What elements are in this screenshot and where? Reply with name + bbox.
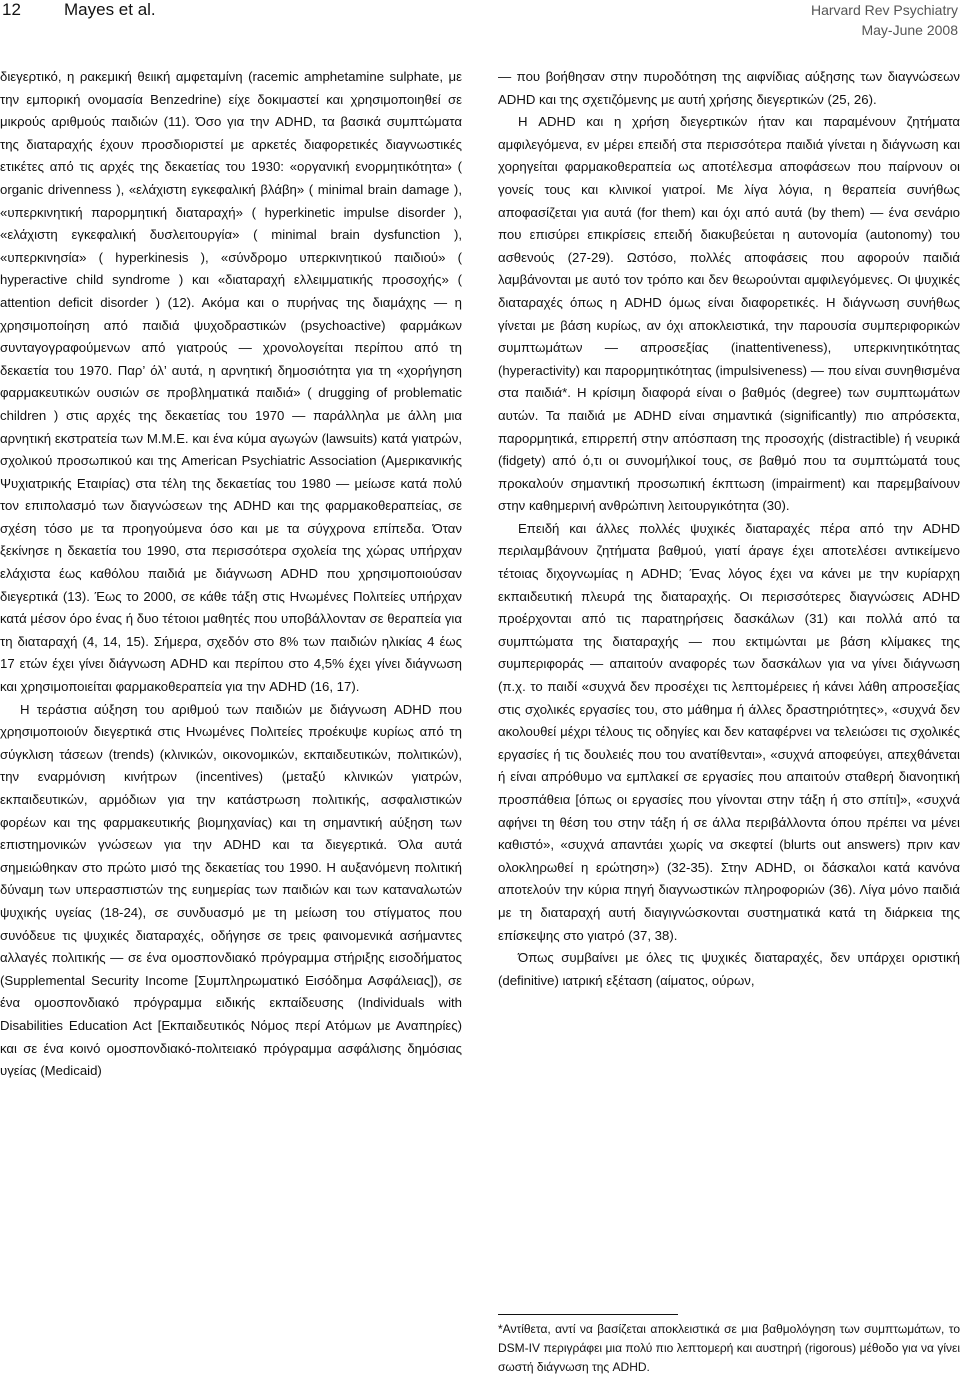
footnote: *Αντίθετα, αντί να βασίζεται αποκλειστικά σε μια βαθμολόγηση των συμπτωμάτων, το DSM-IV περιγράφει μια πολύ πιο λεπτομερή και αυστηρή (rigorous) μέθοδο για να γίνει σωστή διάγνωση της ADHD. bbox=[498, 1322, 960, 1374]
running-author: Mayes et al. bbox=[64, 0, 156, 19]
paragraph: Όπως συμβαίνει με όλες τις ψυχικές διαταραχές, δεν υπάρχει οριστική (definitive) ιατρική εξέταση (αίματος, ούρων, bbox=[498, 950, 960, 988]
paragraph: Η τεράστια αύξηση του αριθμού των παιδιών με διάγνωση ADHD που χρησιμοποιούν διεγερτικά στις Ηνωμένες Πολιτείες προέκυψε κυρίως από τη σύγκλιση τάσεων (trends) (κλινικών, οικονομικών, εκπαιδευτικών, πολιτικών), την εναρμόνιση κινήτρων (incentives) (μεταξύ κλινικών γιατρών, εκπαιδευτικών, αρμόδιων για την κατάστρωση πολιτικής, ασφαλιστικών φορέων και της φαρμακευτικής βιομηχανίας) και τη σημαντική αύξηση των επιστημονικών γνώσεων για την ADHD και τα διεγερτικά. Όλα αυτά σημειώθηκαν στο πρώτο μισό της δεκαετίας του 1990. Η αυξανόμενη πολιτική δύναμη των υπερασπιστών της ευημερίας των παιδιών και των καταναλωτών ψυχικής υγείας (18-24), σε συνδυασμό με τη μείωση του στίγματος που συνόδευε τις ψυχικές διαταραχές, οδήγησε σε τρεις φαινομενικά ασήμαντες αλλαγές πολιτικής — σε ένα ομοσπονδιακό πρόγραμμα στήριξης εισοδήματος (Supplemental Security Income [Συμπληρωματικό Εισόδημα Ασφάλειας]), σε ένα ομοσπονδιακό πρόγραμμα ειδικής εκπαίδευσης (Individuals with Disabilities Education Act [Εκπαιδευτικός Νόμος περί Ατόμων με Αναπηρίες) και σε ένα κοινό ομοσπονδιακό-πολιτειακό πρόγραμμα ασφάλισης δημόσιας υγείας (Medicaid) bbox=[0, 701, 462, 1079]
left-column bbox=[0, 66, 462, 1083]
paragraph: Επειδή και άλλες πολλές ψυχικές διαταραχές πέρα από την ADHD περιλαμβάνουν ζητήματα βαθμού, γιατί άραγε έχει αποτελέσει αντικείμενο τέτοιας διχογνωμίας η ADHD; Ένας λόγος έχει να κάνει με την κυρίαρχη εκπαιδευτική πλευρά της διαταραχής. Οι περισσότερες διαγνώσεις ADHD προέρχονται από τις παρατηρήσεις δασκάλων (31) και πολλά από τα συμπτώματα της διαταραχής — που εκτιμώνται με βάση κλίμακες της συμπεριφοράς — απαιτούν αναφορές των δασκάλων για να γίνει διάγνωση (π.χ. το παιδί «συχνά δεν προσέχει τις λεπτομέρειες ή κάνει λάθη απροσεξίας στις σχολικές εργασίες του, στο μάθημα ή άλλες δραστηριότητες», «συχνά δεν ακολουθεί μέχρι τέλους τις οδηγίες και δεν καταφέρνει να τελειώσει τις σχολικές εργασίες ή τις δουλειές που του ανατίθενται», «συχνά αποφεύγει, απεχθάνεται ή είναι απρόθυμο να εμπλακεί σε εργασίες που απαιτούν σταθερή διανοητική προσπάθεια [όπως οι εργασίες που γίνονται στην τάξη ή στο σπίτι]», «συχνά αφήνει τη θέση του στην τάξη ή σε άλλα περιβάλλοντα όπου πρέπει να μένει καθιστό», «συχνά απαντάει χωρίς να σκεφτεί (blurts out answers) πριν καν ολοκληρωθεί η ερώτηση») (32-35). Στην ADHD, οι δάσκαλοι κατά κανόνα αποτελούν την κύρια πηγή διαγνωστικών πληροφοριών (36). Λίγα μόνο παιδιά με τη διαταραχή αυτή διαγιγνώσκονται συστηματικά κατά τη διάρκεια της επίσκεψης στο γιατρό (37, 38). bbox=[498, 520, 960, 943]
running-header bbox=[0, 0, 960, 52]
footnote-divider bbox=[498, 1314, 678, 1315]
paragraph: — που βοήθησαν στην πυροδότηση της αιφνίδιας αύξησης των διαγνώσεων ADHD και της σχετιζόμενης με αυτή χρήσης διεγερτικών (25, 26). bbox=[498, 69, 960, 107]
paragraph: Η ADHD και η χρήση διεγερτικών ήταν και παραμένουν ζητήματα αμφιλεγόμενα, εν μέρει επειδή στα περισσότερα παιδιά γίνεται η διάγνωση και χορηγείται φαρμακοθεραπεία ως αποτέλεσμα αποφάσεων που παίρνουν οι γονείς τους και κλινικοί γιατροί. Με λίγα λόγια, η θεραπεία συνήθως αποφασίζεται για αυτά (for them) και όχι από αυτά (by them) — ένα σενάριο που επισύρει επικρίσεις επειδή διακυβεύεται η αυτονομία (autonomy) του ασθενούς (27-29). Ωστόσο, πολλές αποφάσεις που αφορούν παιδιά λαμβάνονται με αυτό τον τρόπο και δεν θεωρούνται αμφιλεγόμενες. Οι ψυχικές διαταραχές όπως η ADHD όμως είναι διαφορετικές. Η διάγνωση συνήθως γίνεται με βάση κυρίως, αν όχι αποκλειστικά, την παρουσία συμπεριφορικών συμπτωμάτων — απροσεξίας (inattentiveness), υπερκινητικότητας (hyperactivity) και παρορμητικότητας (impulsiveness) — που είναι συνηθισμένα στα παιδιά*. Η κρίσιμη διαφορά είναι ο βαθμός (degree) των συμπτωμάτων αυτών. Τα παιδιά με ADHD είναι σημαντικά (significantly) πιο απρόσεκτα, παρορμητικά, επιρρεπή στην απόσπαση της προσοχής (distractible) ή νευρικά (fidgety) από ό,τι οι συνομήλικοί τους, σε βαθμό που τα συμπτώματά τους προκαλούν σημαντική προσωπική έκπτωση (impairment) και παρεμβαίνουν στην καθημερινή ανθρώπινη λειτουργικότητα (30). bbox=[498, 114, 960, 514]
right-column bbox=[498, 66, 960, 992]
journal-title: Harvard Rev Psychiatry bbox=[810, 2, 958, 18]
journal-issue: May-June 2008 bbox=[861, 22, 958, 38]
paragraph: διεγερτικό, η ρακεμική θειική αμφεταμίνη (racemic amphetamine sulphate, με την εμπορική ονομασία Benzedrine) είχε δοκιμαστεί και χρησιμοποιηθεί σε μικρούς αριθμούς παιδιών (11). Όσο για την ADHD, τα βασικά συμπτώματα της διαταραχής έχουν προσδιοριστεί με αρκετές διαφορετικές διαγνωστικές ετικέτες από τις αρχές της δεκαετίας του 1930: «οργανική ενορμητικότητα» ( organic drivenness ), «ελάχιστη εγκεφαλική βλάβη» ( minimal brain damage ), «υπερκινητική παρορμητική διαταραχή» ( hyperkinetic impulse disorder ), «ελάχιστη εγκεφαλική δυσλειτουργία» ( minimal brain dysfunction ), «υπερκινησία» ( hyperkinesis ), «σύνδρομο υπερκινητικού παιδιού» ( hyperactive child syndrome ) και «διαταραχή ελλειμματικής προσοχής» ( attention deficit disorder ) (12). Ακόμα και ο πυρήνας της διαμάχης — η χρησιμοποίηση από παιδιά ψυχοδραστικών (psychoactive) φαρμάκων συνταγογραφούμενων από γιατρούς — χρονολογείται περίπου από τη δεκαετία του 1970. Παρ’ όλ’ αυτά, η αρνητική δημοσιότητα για τη «χορήγηση φαρμακευτικών ουσιών σε προβληματικά παιδιά» ( drugging of problematic children ) στις αρχές της δεκαετίας του 1970 — παράλληλα με άλλη μια αρνητική εκστρατεία των Μ.Μ.Ε. και ένα κύμα αγωγών (lawsuits) κατά γιατρών, σχολικού προσωπικού και της American Psychiatric Association (Αμερικανικής Ψυχιατρικής Εταιρίας) στα τέλη της δεκαετίας του 1980 — μείωσε κατά πολύ τον επιπολασμό των διαγνώσεων της ADHD και της φαρμακοθεραπείας, σε σχέση τόσο με τα προηγούμενα όσο και με τα σύγχρονα επίπεδα. Όταν ξεκίνησε η δεκαετία του 1990, στα περισσότερα σχολεία της χώρας υπήρχαν ελάχιστα έως καθόλου παιδιά με διάγνωση ADHD που χρησιμοποιούσαν διεγερτικά (13). Έως το 2000, σε κάθε τάξη στις Ηνωμένες Πολιτείες υπήρχαν κατά μέσον όρο ένας ή δυο τέτοιοι μαθητές που υποβάλλονταν σε θεραπεία για τη διαταραχή (4, 14, 15). Σήμερα, σχεδόν στο 8% των παιδιών ηλικίας 4 έως 17 ετών έχει γίνει διάγνωση ADHD και περίπου στο 4,5% έχει γίνει διάγνωση και χρησιμοποιείται φαρμακοθεραπεία για την ADHD (16, 17). bbox=[0, 69, 462, 695]
page-number: 12 bbox=[2, 0, 21, 19]
